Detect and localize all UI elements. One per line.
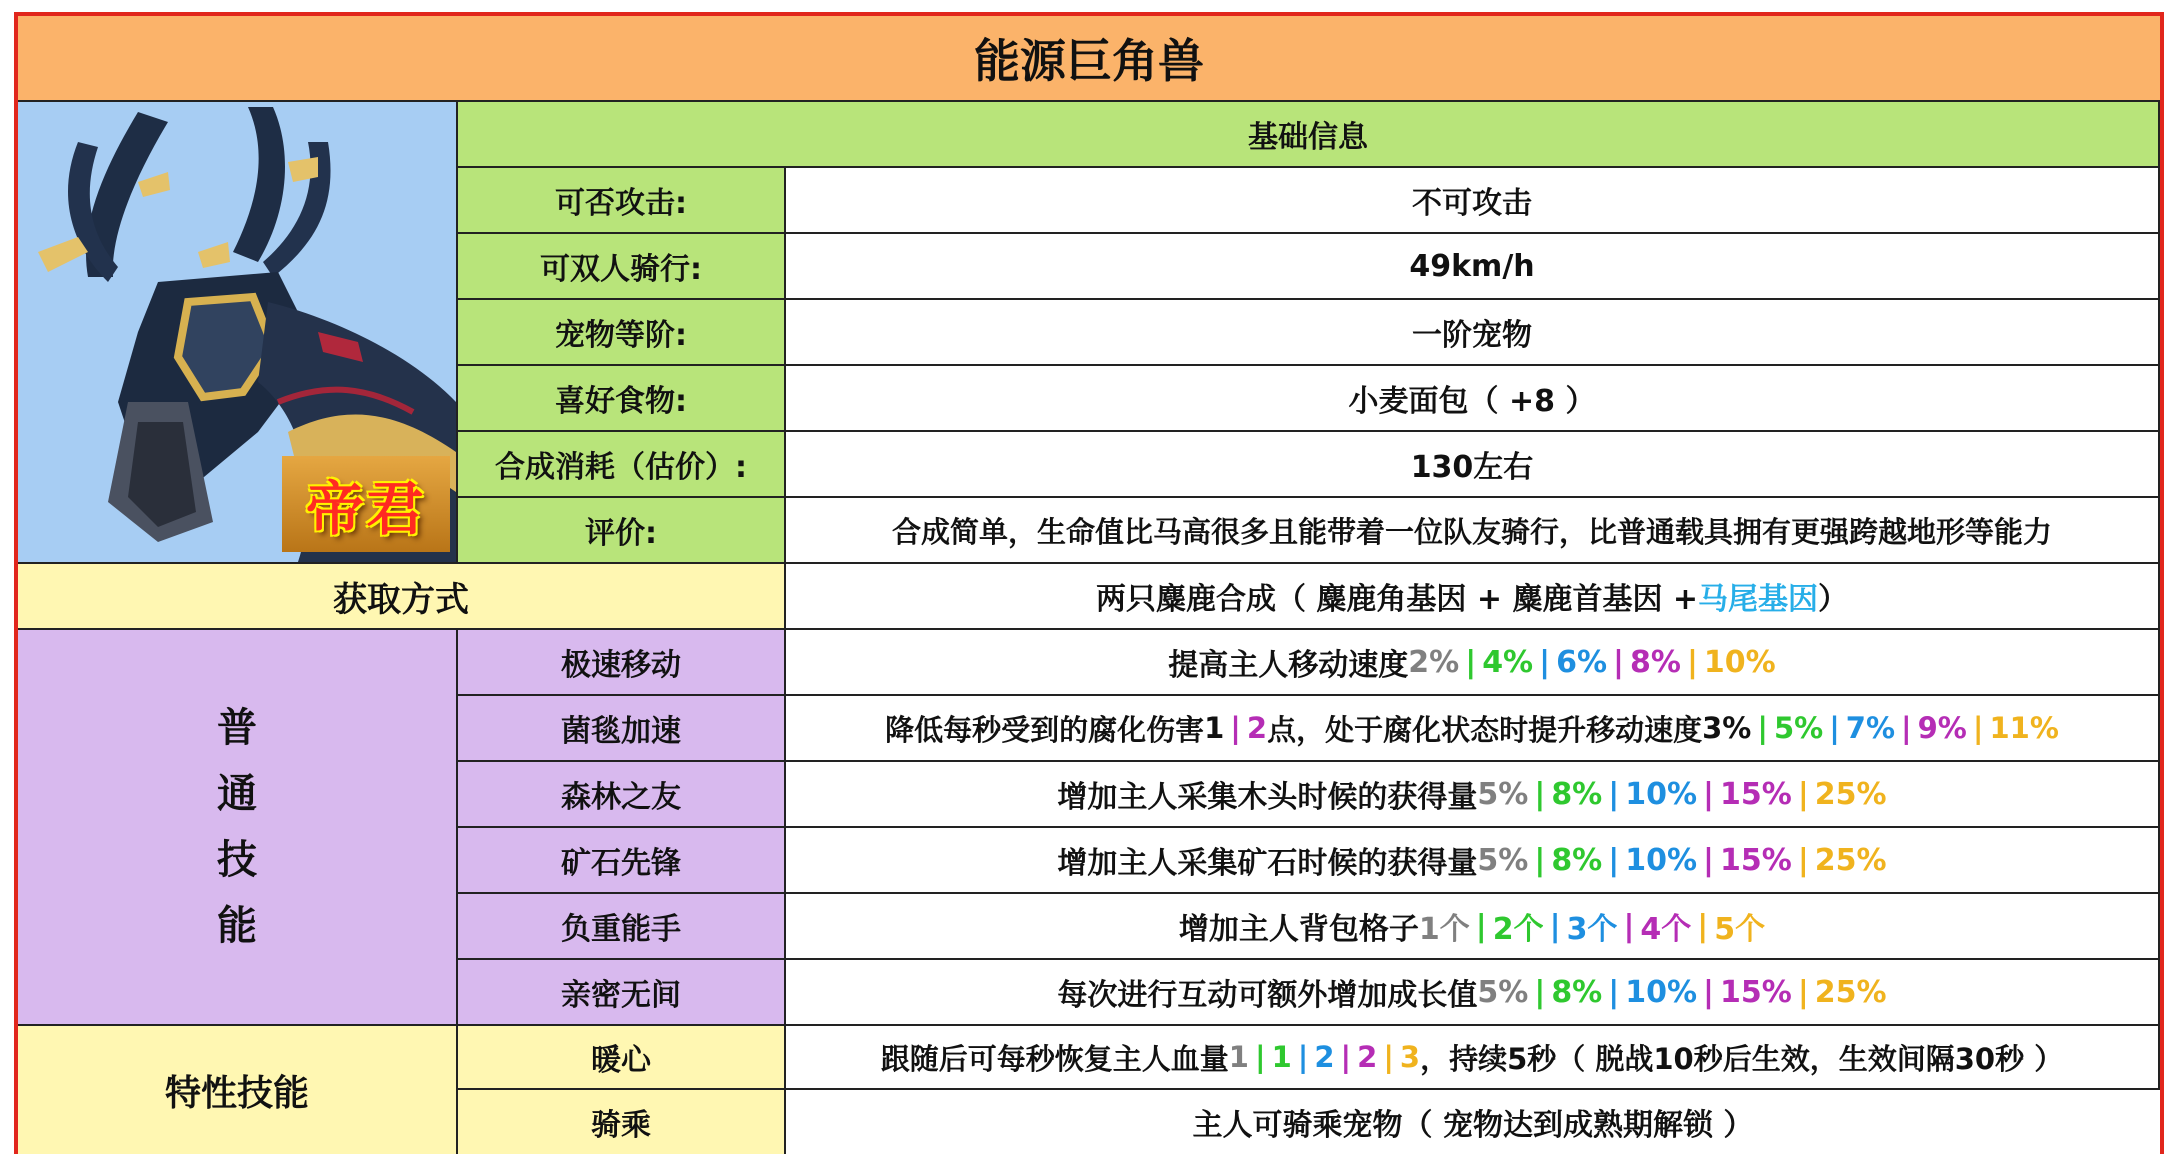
food-label: 喜好食物:: [458, 366, 786, 432]
skill-desc: 增加主人采集木头时候的获得量 5% | 8% | 10% | 15% | 25%: [786, 762, 2160, 828]
trait-name: 骑乘: [458, 1090, 786, 1154]
obtain-prefix: 两只麋鹿合成（ 麋鹿角基因 + 麋鹿首基因 +: [1095, 582, 1699, 617]
skill-desc: 增加主人背包格子 1个 | 2个 | 3个 | 4个 | 5个: [786, 894, 2160, 960]
skill-desc: 降低每秒受到的腐化伤害 1 | 2 点，处于腐化状态时提升移动速度 3% | 5% | 7% | 9% | 11%: [786, 696, 2160, 762]
skill-name: 矿石先锋: [458, 828, 786, 894]
obtain-label: 获取方式: [18, 564, 786, 630]
skill-name: 菌毯加速: [458, 696, 786, 762]
obtain-highlight: 马尾基因: [1698, 582, 1819, 617]
trait-desc: 主人可骑乘宠物（ 宠物达到成熟期解锁 ）: [786, 1090, 2160, 1154]
obtain-suffix: ）: [1818, 582, 1849, 617]
skill-desc: 提高主人移动速度 2% | 4% | 6% | 8% | 10%: [786, 630, 2160, 696]
basic-info-header: 基础信息: [458, 102, 2160, 168]
trait-desc: 跟随后可每秒恢复主人血量 1 | 1 | 2 | 2 | 3 ，持续5秒（ 脱战10秒后生效，生效间隔30秒 ）: [786, 1026, 2160, 1090]
food-value: 小麦面包（ +8 ）: [786, 366, 2160, 432]
pet-info-table: [14, 12, 2164, 1154]
tier-value: 一阶宠物: [786, 300, 2160, 366]
obtain-value: [786, 564, 2160, 630]
trait-name: 暖心: [458, 1026, 786, 1090]
attack-label: 可否攻击:: [458, 168, 786, 234]
trait-skills-label: 特性技能: [18, 1026, 458, 1154]
attack-value: 不可攻击: [786, 168, 2160, 234]
skill-name: 亲密无间: [458, 960, 786, 1026]
skill-name: 森林之友: [458, 762, 786, 828]
review-value: 合成简单，生命值比马高很多且能带着一位队友骑行，比普通载具拥有更强跨越地形等能力: [786, 498, 2160, 564]
skill-desc: 增加主人采集矿石时候的获得量 5% | 8% | 10% | 15% | 25%: [786, 828, 2160, 894]
ride-label: 可双人骑行:: [458, 234, 786, 300]
ride-value: 49km/h: [786, 234, 2160, 300]
rank-badge: 帝君: [282, 456, 450, 552]
tier-label: 宠物等阶:: [458, 300, 786, 366]
cost-label: 合成消耗（估价）:: [458, 432, 786, 498]
skill-name: 极速移动: [458, 630, 786, 696]
pet-portrait: [18, 102, 458, 564]
normal-skills-label: 普 通 技 能: [18, 630, 458, 1026]
review-label: 评价:: [458, 498, 786, 564]
skill-name: 负重能手: [458, 894, 786, 960]
page-title: 能源巨角兽: [18, 16, 2160, 102]
skill-desc: 每次进行互动可额外增加成长值 5% | 8% | 10% | 15% | 25%: [786, 960, 2160, 1026]
cost-value: 130左右: [786, 432, 2160, 498]
